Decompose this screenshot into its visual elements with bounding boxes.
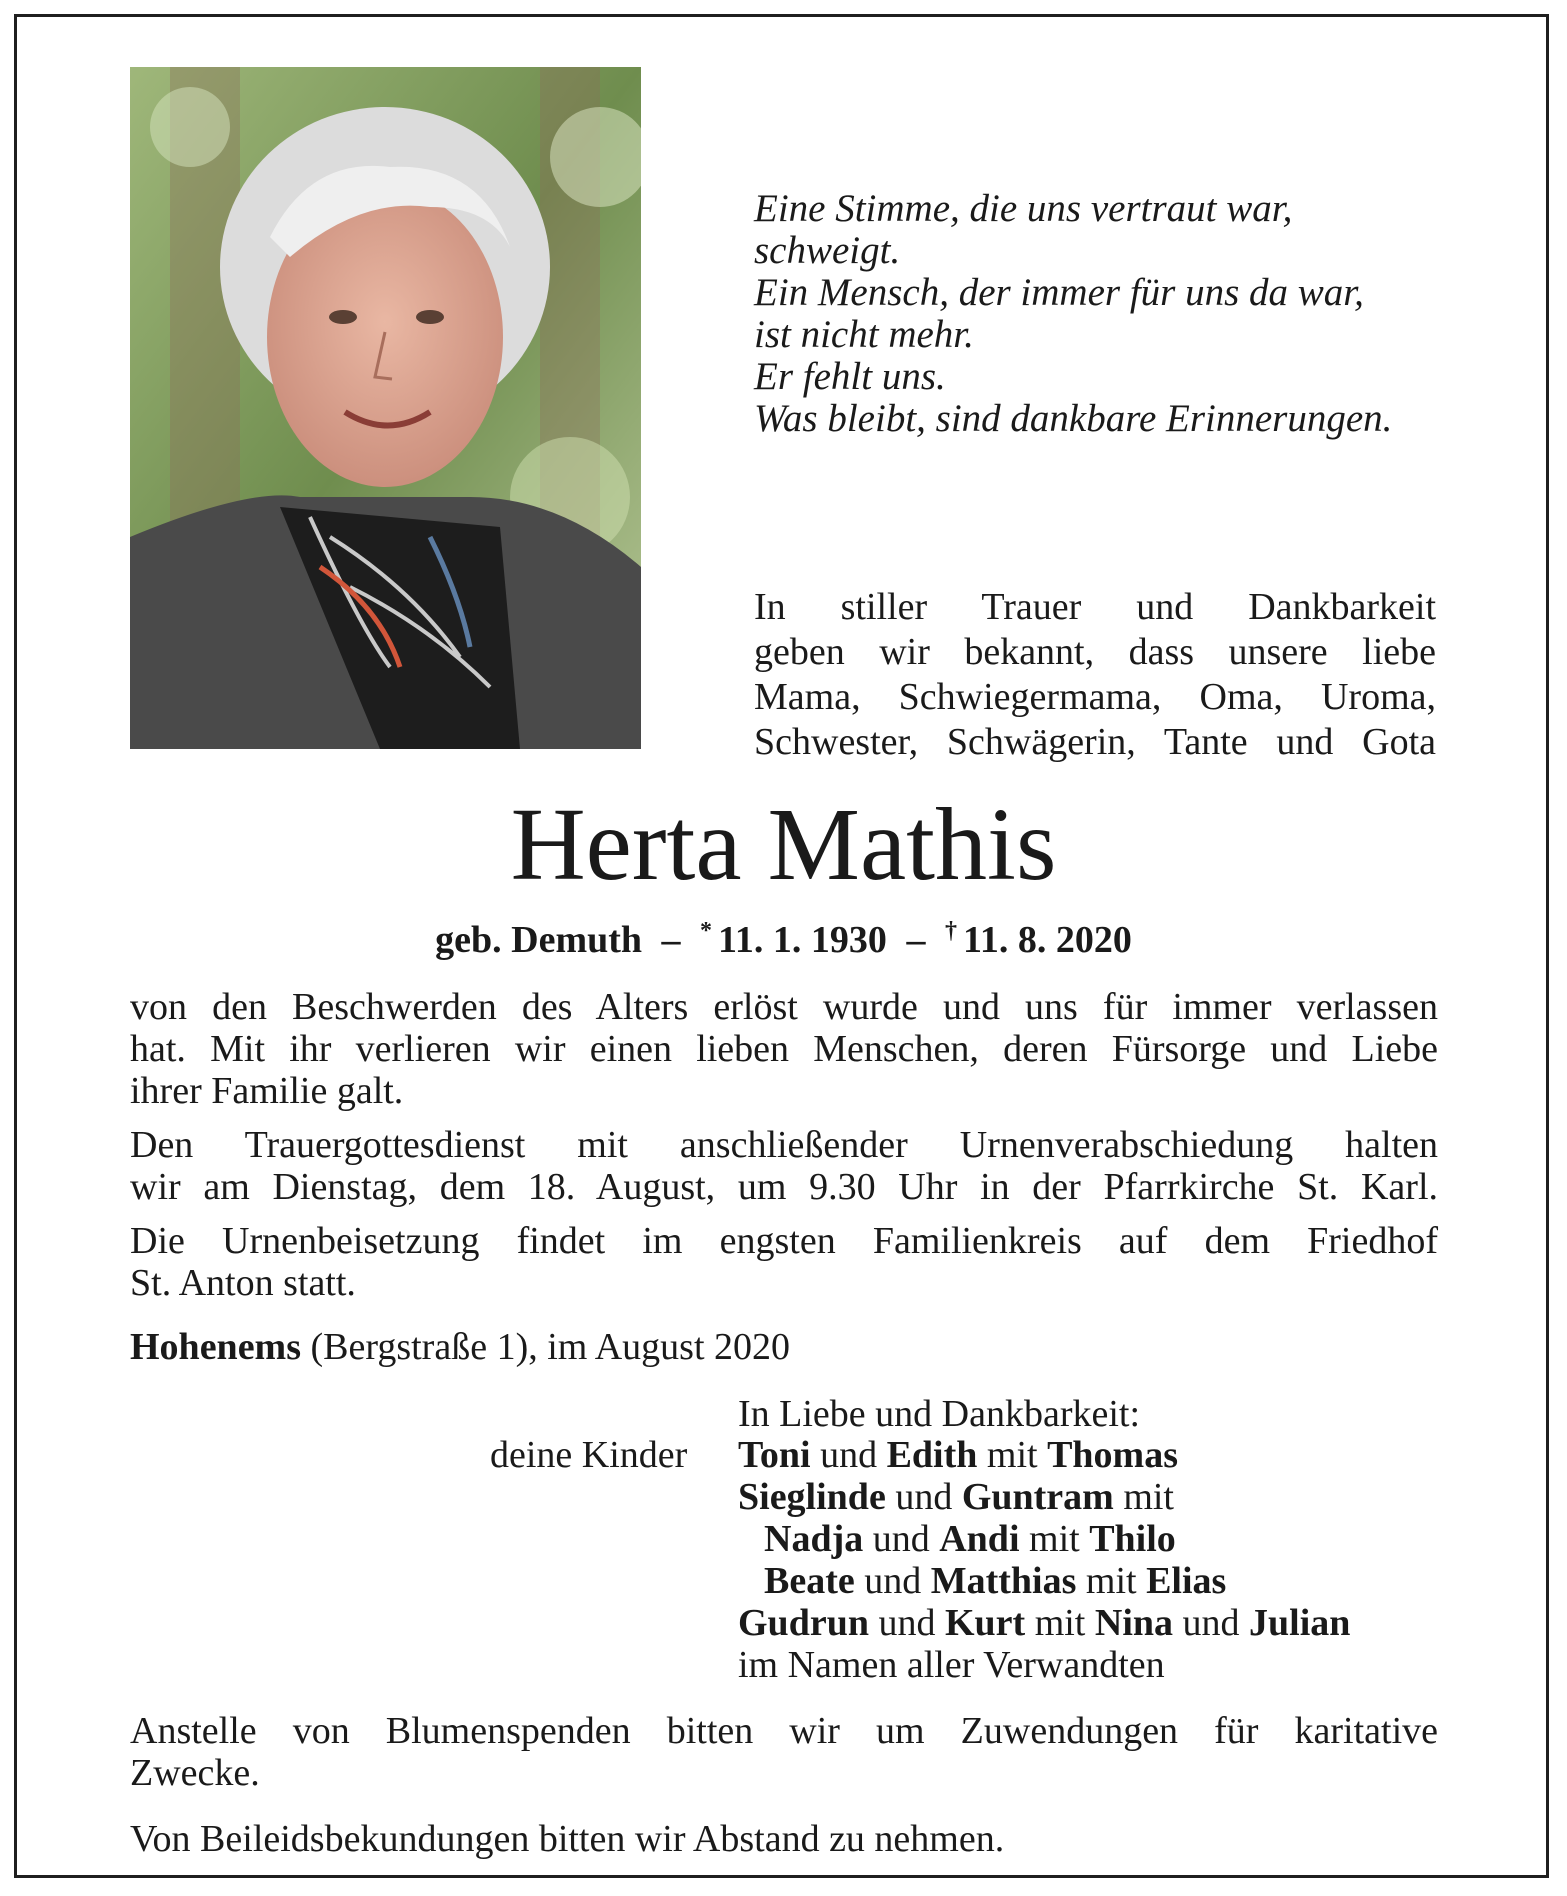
poem [754,188,1494,440]
family-closing: im Namen aller Verwandten [738,1644,1165,1686]
intro-line: Mama, Schwiegermama, Oma, Uroma, [754,676,1436,718]
family-row [738,1476,1350,1518]
family-member: Sieglinde [738,1476,886,1518]
connector: mit [986,1434,1038,1476]
text-line: von den Beschwerden des Alters erlöst wurde und uns für immer verlassen [130,986,1438,1028]
connector: und [1182,1602,1240,1644]
poem-line: Ein Mensch, der immer für uns da war, [754,271,1364,314]
connector: und [878,1602,936,1644]
text-line: St. Anton statt. [130,1262,356,1304]
intro-line: In stiller Trauer und Dankbarkeit [754,586,1436,628]
family-member: Matthias [930,1560,1077,1602]
paragraph-burial [130,1220,1438,1304]
family-row [738,1518,1350,1560]
announcement-intro [754,585,1436,765]
family-member: Guntram [961,1476,1114,1518]
poem-line: Was bleibt, sind dankbare Erinnerungen. [754,397,1393,440]
family-member: Thilo [1089,1518,1176,1560]
text-line: Den Trauergottesdienst mit anschließender Urnenverabschiedung halten [130,1124,1438,1166]
place-rest: (Bergstraße 1), im August 2020 [301,1326,791,1368]
portrait-photo [130,67,641,749]
connector: und [872,1518,930,1560]
poem-line: ist nicht mehr. [754,313,974,356]
deceased-name: Herta Mathis [510,787,1057,902]
connector: mit [1085,1560,1137,1602]
maiden-name: geb. Demuth [435,919,643,961]
death-symbol: † [944,918,957,944]
text-line: wir am Dienstag, dem 18. August, um 9.30 Uhr in der Pfarrkirche St. Karl. [130,1166,1438,1208]
family-member: Elias [1146,1560,1227,1602]
text-line: ihrer Familie galt. [130,1070,404,1112]
poem-line: Er fehlt uns. [754,355,946,398]
poem-line: Eine Stimme, die uns vertraut war, [754,187,1293,230]
signoff: In Liebe und Dankbarkeit: [738,1393,1141,1435]
connector: und [895,1476,953,1518]
family-member: Beate [764,1560,855,1602]
text-line: hat. Mit ihr verlieren wir einen lieben Menschen, deren Fürsorge und Liebe [130,1028,1438,1070]
family-member: Kurt [944,1602,1026,1644]
family-member: Toni [738,1434,811,1476]
family-member: Gudrun [738,1602,869,1644]
text-line: Die Urnenbeisetzung findet im engsten Familienkreis auf dem Friedhof [130,1220,1438,1262]
family-member: Andi [939,1518,1020,1560]
family-member: Nadja [764,1518,864,1560]
family-member: Edith [886,1434,978,1476]
birth-date: 11. 1. 1930 [718,919,887,961]
family-row [738,1560,1350,1602]
connector: mit [1034,1602,1086,1644]
text-line: Anstelle von Blumenspenden bitten wir um Zuwendungen für karitative [130,1710,1438,1752]
paragraph-condolences [130,1818,1438,1860]
family-member: Thomas [1047,1434,1178,1476]
life-dates [0,908,1567,963]
place-and-date [130,1325,790,1369]
paragraph-passing [130,986,1438,1112]
family-list [738,1434,1350,1686]
text-line: Zwecke. [130,1752,260,1794]
kids-label: deine Kinder [490,1434,688,1476]
paragraph-service [130,1124,1438,1208]
family-member: Julian [1249,1602,1351,1644]
connector: mit [1123,1476,1174,1518]
connector: und [820,1434,878,1476]
family-row [738,1434,1350,1476]
text-line: Von Beileidsbekundungen bitten wir Abstand zu nehmen. [130,1818,1005,1860]
dash: – [906,919,926,961]
place-city: Hohenems [130,1326,301,1368]
connector: mit [1029,1518,1080,1560]
paragraph-donations [130,1710,1438,1794]
death-date: 11. 8. 2020 [962,919,1132,961]
birth-symbol: * [700,918,713,944]
family-row [738,1602,1350,1644]
intro-line: geben wir bekannt, dass unsere liebe [754,631,1436,673]
intro-line: Schwester, Schwägerin, Tante und Gota [754,721,1436,763]
connector: und [864,1560,922,1602]
poem-line: schweigt. [754,229,901,272]
dash: – [661,919,681,961]
family-member: Nina [1094,1602,1174,1644]
